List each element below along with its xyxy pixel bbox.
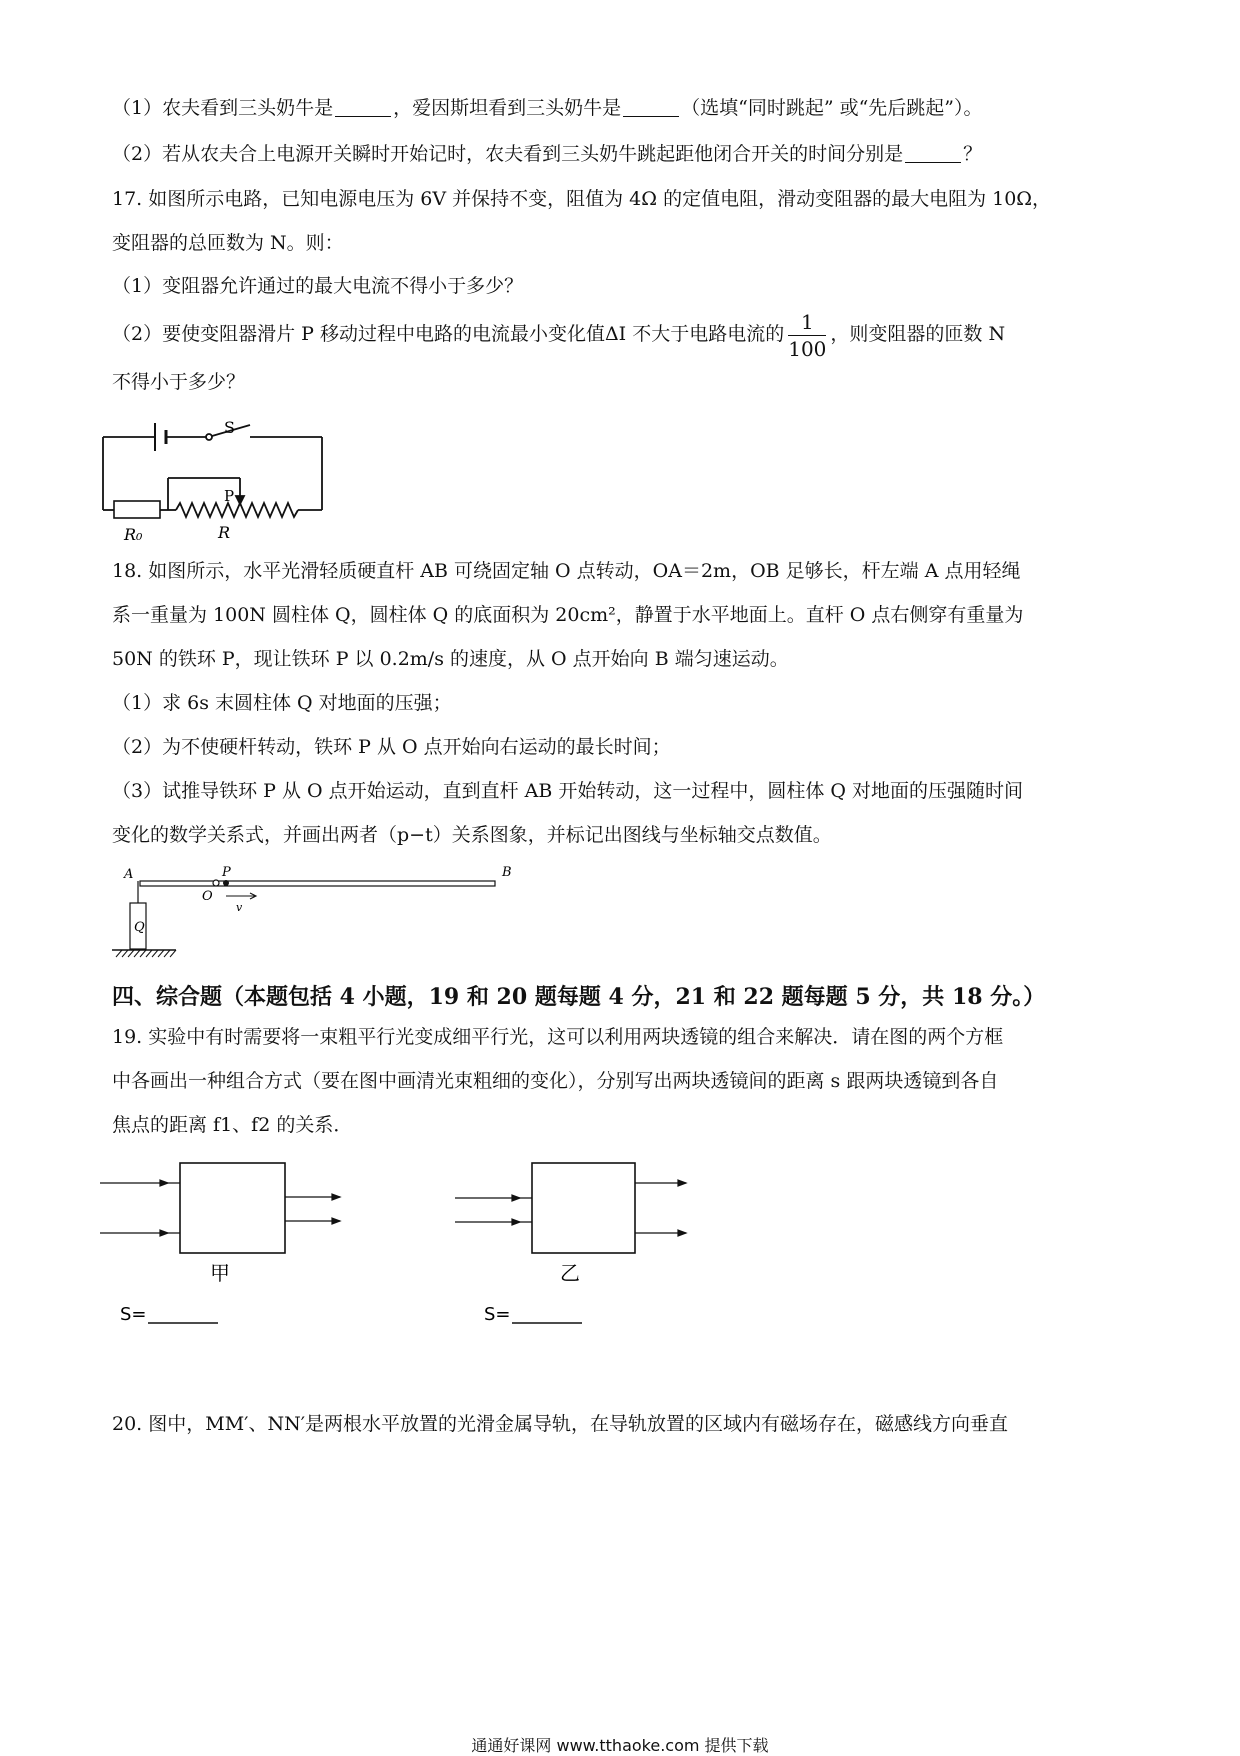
velocity-label: v (236, 901, 243, 914)
q18-line1: 18. 如图所示，水平光滑轻质硬直杆 AB 可绕固定轴 O 点转动，OA＝2m，OB 足够长，杆左端 A 点用轻绳 (112, 560, 1021, 582)
answer-blank (905, 142, 961, 163)
q19-line1: 19. 实验中有时需要将一束粗平行光变成细平行光，这可以利用两块透镜的组合来解决．请在图的两个方框 (112, 1026, 1004, 1048)
point-o-label: O (202, 889, 213, 904)
q18-line3: 50N 的铁环 P，现让铁环 P 以 0.2m/s 的速度，从 O 点开始向 B 端匀速运动。 (112, 648, 789, 670)
q18-part1: （1）求 6s 末圆柱体 Q 对地面的压强； (112, 692, 452, 714)
page-footer: 通通好课网 www.tthaoke.com 提供下载 (471, 1736, 769, 1755)
answer-blank (623, 96, 679, 117)
label-yi: 乙 (560, 1261, 580, 1285)
r-label: R (218, 523, 231, 542)
section-heading: 四、综合题（本题包括 4 小题，19 和 20 题每题 4 分，21 和 22 题每题 5 分，共 18 分。） (112, 984, 1046, 1010)
q16-part2: （2）若从农夫合上电源开关瞬时开始记时，农夫看到三头奶牛跳起距他闭合开关的时间分别是 ？ (112, 143, 983, 165)
cylinder-q-label: Q (134, 920, 145, 935)
fraction: $\frac{1}{100}$ (788, 309, 827, 361)
q17-line1: 17. 如图所示电路，已知电源电压为 6V 并保持不变，阻值为 4Ω 的定值电阻，滑动变阻器的最大电阻为 10Ω， (112, 188, 1052, 210)
point-a-label: A (124, 867, 134, 882)
q19-line2: 中各画出一种组合方式（要在图中画清光束粗细的变化），分别写出两块透镜间的距离 s 跟两块透镜到各自 (112, 1070, 999, 1092)
q17-line2: 变阻器的总匝数为 N。则： (112, 232, 344, 254)
r0-label: R₀ (124, 525, 143, 544)
q18-part3-a: （3）试推导铁环 P 从 O 点开始运动，直到直杆 AB 开始转动，这一过程中，圆柱体 Q 对地面的压强随时间 (112, 780, 1024, 802)
q17-part2: （2）要使变阻器滑片 P 移动过程中电路的电流最小变化值ΔI 不大于电路电流的 $\frac{1}{100}$ ，则变阻器的匝数 N (112, 309, 1006, 361)
q17-part2-cont: 不得小于多少？ (112, 371, 246, 393)
circuit-diagram (100, 420, 340, 550)
q18-part2: （2）为不使硬杆转动，铁环 P 从 O 点开始向右运动的最长时间； (112, 736, 671, 758)
q18-part3-b: 变化的数学关系式，并画出两者（p−t）关系图象，并标记出图线与坐标轴交点数值。 (112, 824, 832, 846)
ring-p-label: P (222, 865, 231, 880)
q18-line2: 系一重量为 100N 圆柱体 Q，圆柱体 Q 的底面积为 20cm²，静置于水平地面上。直杆 O 点右侧穿有重量为 (112, 604, 1024, 626)
s-label-yi: S= (484, 1304, 511, 1325)
label-jia: 甲 (210, 1261, 230, 1285)
point-b-label: B (502, 865, 512, 880)
q19-line3: 焦点的距离 f1、f2 的关系． (112, 1114, 353, 1136)
lever-diagram (110, 865, 550, 965)
q16-part1: （1）农夫看到三头奶牛是 ，爱因斯坦看到三头奶牛是 （选填“同时跳起” 或“先后跳起”）。 (112, 97, 983, 119)
s-label-jia: S= (120, 1304, 147, 1325)
slider-label: P (224, 487, 235, 505)
q17-part1: （1）变阻器允许通过的最大电流不得小于多少？ (112, 275, 524, 297)
lens-box-jia (100, 1160, 360, 1340)
lens-box-yi (450, 1160, 710, 1340)
q20-line1: 20. 图中，MM′、NN′是两根水平放置的光滑金属导轨，在导轨放置的区域内有磁场存在，磁感线方向垂直 (112, 1413, 1009, 1435)
answer-blank (335, 96, 391, 117)
switch-label: S (224, 420, 235, 437)
